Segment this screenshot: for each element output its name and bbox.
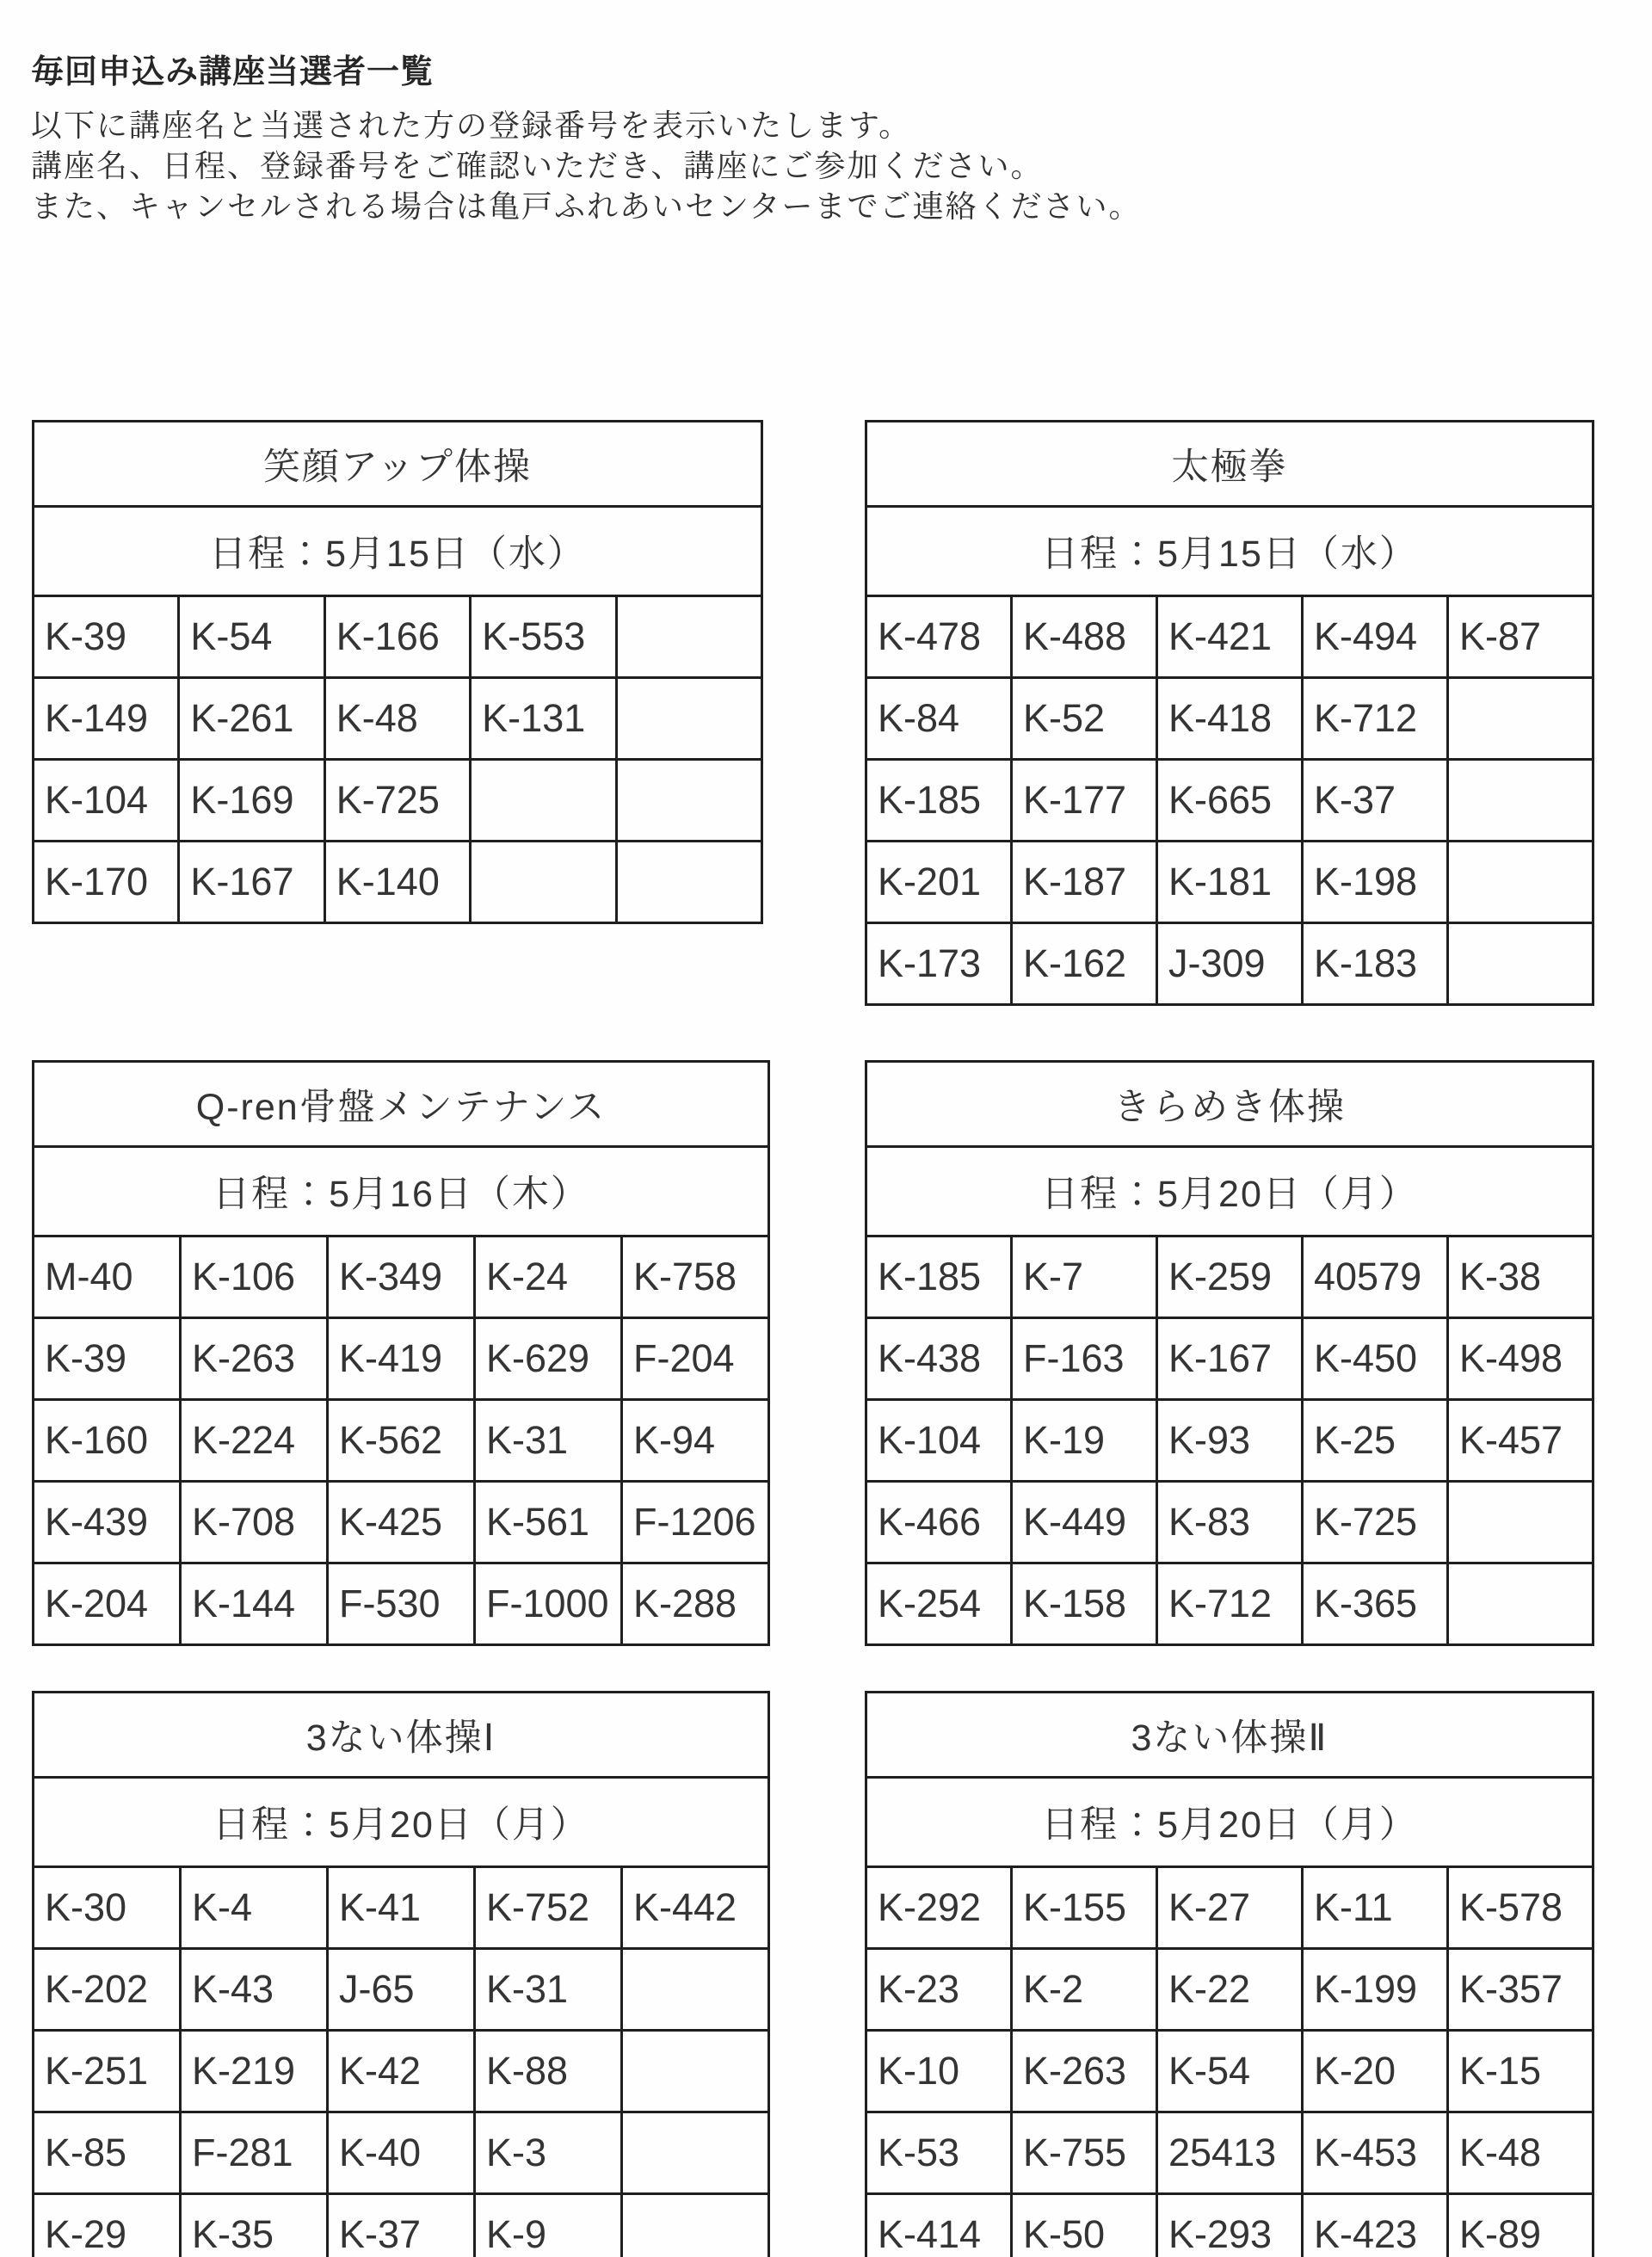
empty-cell <box>471 760 616 842</box>
registration-number-cell: K-457 <box>1448 1400 1593 1482</box>
registration-number-cell: K-201 <box>866 842 1012 923</box>
registration-number-cell: K-87 <box>1448 596 1593 678</box>
registration-number-cell: K-561 <box>475 1482 622 1563</box>
registration-number-cell: 40579 <box>1303 1236 1448 1318</box>
registration-number-cell: K-35 <box>181 2194 328 2257</box>
course-schedule: 日程：5月15日（水） <box>34 507 762 596</box>
table-row <box>34 760 762 842</box>
registration-number-cell: K-31 <box>475 1949 622 2031</box>
empty-cell <box>616 760 761 842</box>
registration-number-cell: K-288 <box>622 1563 769 1645</box>
registration-number-cell: K-450 <box>1303 1318 1448 1400</box>
registration-number-cell: K-83 <box>1157 1482 1303 1563</box>
registration-number-cell: K-140 <box>324 842 470 923</box>
registration-number-cell: K-665 <box>1157 760 1303 842</box>
table-row <box>34 1400 769 1482</box>
registration-number-cell: K-494 <box>1303 596 1448 678</box>
registration-number-cell: K-39 <box>34 1318 181 1400</box>
registration-number-cell: K-106 <box>181 1236 328 1318</box>
course-name-row <box>866 422 1593 507</box>
registration-number-cell: K-10 <box>866 2031 1012 2112</box>
registration-number-cell: K-4 <box>181 1867 328 1949</box>
empty-cell <box>616 596 761 678</box>
table-row <box>866 1236 1593 1318</box>
registration-number-cell: K-22 <box>1157 1949 1303 2031</box>
course-schedule-row <box>34 1147 769 1236</box>
registration-number-cell: K-629 <box>475 1318 622 1400</box>
registration-number-cell: K-53 <box>866 2112 1012 2194</box>
registration-number-cell: K-7 <box>1012 1236 1157 1318</box>
table-row <box>34 2194 769 2257</box>
registration-number-cell: K-170 <box>34 842 179 923</box>
table-row <box>866 2112 1593 2194</box>
empty-cell <box>1448 760 1593 842</box>
registration-number-cell: K-48 <box>1448 2112 1593 2194</box>
course-table-egao-up-taiso <box>32 420 763 924</box>
course-name-row <box>866 1062 1593 1147</box>
course-name-row <box>34 1693 769 1778</box>
intro-line-1: 以下に講座名と当選された方の登録番号を表示いたします。 <box>31 108 912 143</box>
registration-number-cell: J-65 <box>328 1949 475 2031</box>
registration-number-cell: K-41 <box>328 1867 475 1949</box>
registration-number-cell: K-166 <box>324 596 470 678</box>
registration-number-cell: K-23 <box>866 1949 1012 2031</box>
course-schedule: 日程：5月20日（月） <box>866 1147 1593 1236</box>
registration-number-cell: K-155 <box>1012 1867 1157 1949</box>
table-row <box>34 1867 769 1949</box>
registration-number-cell: K-185 <box>866 760 1012 842</box>
empty-cell <box>1448 923 1593 1005</box>
registration-number-cell: K-40 <box>328 2112 475 2194</box>
empty-cell <box>1448 678 1593 760</box>
registration-number-cell: K-263 <box>181 1318 328 1400</box>
registration-number-cell: K-104 <box>866 1400 1012 1482</box>
registration-number-cell: K-251 <box>34 2031 181 2112</box>
table-row <box>866 2194 1593 2257</box>
registration-number-cell: K-725 <box>324 760 470 842</box>
registration-number-cell: K-27 <box>1157 1867 1303 1949</box>
registration-number-cell: K-24 <box>475 1236 622 1318</box>
registration-number-cell: K-104 <box>34 760 179 842</box>
registration-number-cell: K-292 <box>866 1867 1012 1949</box>
page-title: 毎回申込み講座当選者一覧 <box>31 54 435 90</box>
registration-number-cell: K-54 <box>179 596 324 678</box>
registration-number-cell: K-42 <box>328 2031 475 2112</box>
registration-number-cell: K-52 <box>1012 678 1157 760</box>
course-table-taikyokuken <box>865 420 1594 1006</box>
course-schedule: 日程：5月15日（水） <box>866 507 1593 596</box>
table-row <box>34 1949 769 2031</box>
table-row <box>866 596 1593 678</box>
registration-number-cell: K-423 <box>1303 2194 1448 2257</box>
registration-number-cell: K-162 <box>1012 923 1157 1005</box>
registration-number-cell: K-48 <box>324 678 470 760</box>
table-row <box>34 1482 769 1563</box>
registration-number-cell: K-54 <box>1157 2031 1303 2112</box>
registration-number-cell: K-149 <box>34 678 179 760</box>
registration-number-cell: K-144 <box>181 1563 328 1645</box>
registration-number-cell: K-167 <box>179 842 324 923</box>
registration-number-cell: K-181 <box>1157 842 1303 923</box>
registration-number-cell: K-755 <box>1012 2112 1157 2194</box>
course-name: Q-ren骨盤メンテナンス <box>34 1062 769 1147</box>
registration-number-cell: K-478 <box>866 596 1012 678</box>
registration-number-cell: K-94 <box>622 1400 769 1482</box>
registration-number-cell: K-708 <box>181 1482 328 1563</box>
registration-number-cell: K-357 <box>1448 1949 1593 2031</box>
registration-number-cell: K-418 <box>1157 678 1303 760</box>
empty-cell <box>1448 1482 1593 1563</box>
table-row <box>866 1867 1593 1949</box>
table-row <box>34 2112 769 2194</box>
registration-number-cell: K-453 <box>1303 2112 1448 2194</box>
registration-number-cell: K-185 <box>866 1236 1012 1318</box>
registration-number-cell: K-425 <box>328 1482 475 1563</box>
registration-number-cell: K-160 <box>34 1400 181 1482</box>
empty-cell <box>616 842 761 923</box>
registration-number-cell: K-419 <box>328 1318 475 1400</box>
registration-number-cell: J-309 <box>1157 923 1303 1005</box>
table-row <box>866 1563 1593 1645</box>
empty-cell <box>622 2031 769 2112</box>
registration-number-cell: K-37 <box>328 2194 475 2257</box>
registration-number-cell: K-43 <box>181 1949 328 2031</box>
course-name-row <box>866 1693 1593 1778</box>
registration-number-cell: K-439 <box>34 1482 181 1563</box>
registration-number-cell: K-29 <box>34 2194 181 2257</box>
registration-number-cell: F-1000 <box>475 1563 622 1645</box>
registration-number-cell: F-530 <box>328 1563 475 1645</box>
course-name-row <box>34 1062 769 1147</box>
course-schedule: 日程：5月20日（月） <box>866 1778 1593 1867</box>
registration-number-cell: K-261 <box>179 678 324 760</box>
course-table-qren-kotsuban-maintenance <box>32 1060 770 1646</box>
registration-number-cell: K-578 <box>1448 1867 1593 1949</box>
registration-number-cell: K-758 <box>622 1236 769 1318</box>
registration-number-cell: 25413 <box>1157 2112 1303 2194</box>
registration-number-cell: K-349 <box>328 1236 475 1318</box>
registration-number-cell: K-89 <box>1448 2194 1593 2257</box>
intro-line-2: 講座名、日程、登録番号をご確認いただき、講座にご参加ください。 <box>31 148 1044 183</box>
registration-number-cell: K-173 <box>866 923 1012 1005</box>
table-row <box>34 596 762 678</box>
registration-number-cell: K-9 <box>475 2194 622 2257</box>
course-table-sannai-taiso-1 <box>32 1691 770 2257</box>
table-row <box>866 1318 1593 1400</box>
registration-number-cell: K-19 <box>1012 1400 1157 1482</box>
table-row <box>866 1400 1593 1482</box>
course-name: 太極拳 <box>866 422 1593 507</box>
course-name: 笑顔アップ体操 <box>34 422 762 507</box>
table-row <box>866 760 1593 842</box>
registration-number-cell: K-31 <box>475 1400 622 1482</box>
table-row <box>866 1482 1593 1563</box>
table-row <box>866 842 1593 923</box>
registration-number-cell: K-187 <box>1012 842 1157 923</box>
registration-number-cell: K-498 <box>1448 1318 1593 1400</box>
intro-line-3: また、キャンセルされる場合は亀戸ふれあいセンターまでご連絡ください。 <box>31 188 1142 224</box>
table-row <box>866 1949 1593 2031</box>
registration-number-cell: K-204 <box>34 1563 181 1645</box>
registration-number-cell: K-199 <box>1303 1949 1448 2031</box>
course-schedule-row <box>866 1147 1593 1236</box>
course-name: 3ない体操Ⅱ <box>866 1693 1593 1778</box>
course-schedule: 日程：5月16日（木） <box>34 1147 769 1236</box>
registration-number-cell: K-438 <box>866 1318 1012 1400</box>
registration-number-cell: K-3 <box>475 2112 622 2194</box>
table-row <box>34 1318 769 1400</box>
registration-number-cell: K-169 <box>179 760 324 842</box>
registration-number-cell: K-84 <box>866 678 1012 760</box>
registration-number-cell: K-38 <box>1448 1236 1593 1318</box>
registration-number-cell: K-562 <box>328 1400 475 1482</box>
registration-number-cell: K-158 <box>1012 1563 1157 1645</box>
registration-number-cell: K-421 <box>1157 596 1303 678</box>
registration-number-cell: M-40 <box>34 1236 181 1318</box>
registration-number-cell: K-39 <box>34 596 179 678</box>
registration-number-cell: K-414 <box>866 2194 1012 2257</box>
table-row <box>34 678 762 760</box>
registration-number-cell: K-263 <box>1012 2031 1157 2112</box>
registration-number-cell: K-131 <box>471 678 616 760</box>
registration-number-cell: K-712 <box>1303 678 1448 760</box>
registration-number-cell: K-712 <box>1157 1563 1303 1645</box>
table-row <box>34 1563 769 1645</box>
course-schedule-row <box>866 1778 1593 1867</box>
table-row <box>866 2031 1593 2112</box>
registration-number-cell: K-93 <box>1157 1400 1303 1482</box>
registration-number-cell: K-219 <box>181 2031 328 2112</box>
table-row <box>34 1236 769 1318</box>
registration-number-cell: K-725 <box>1303 1482 1448 1563</box>
registration-number-cell: F-281 <box>181 2112 328 2194</box>
registration-number-cell: K-752 <box>475 1867 622 1949</box>
registration-number-cell: F-204 <box>622 1318 769 1400</box>
registration-number-cell: F-163 <box>1012 1318 1157 1400</box>
registration-number-cell: K-202 <box>34 1949 181 2031</box>
table-row <box>34 842 762 923</box>
course-table-sannai-taiso-2 <box>865 1691 1594 2257</box>
registration-number-cell: K-15 <box>1448 2031 1593 2112</box>
registration-number-cell: K-167 <box>1157 1318 1303 1400</box>
empty-cell <box>622 2112 769 2194</box>
registration-number-cell: K-177 <box>1012 760 1157 842</box>
registration-number-cell: K-293 <box>1157 2194 1303 2257</box>
registration-number-cell: K-37 <box>1303 760 1448 842</box>
registration-number-cell: K-30 <box>34 1867 181 1949</box>
registration-number-cell: K-11 <box>1303 1867 1448 1949</box>
registration-number-cell: K-466 <box>866 1482 1012 1563</box>
registration-number-cell: K-365 <box>1303 1563 1448 1645</box>
registration-number-cell: K-25 <box>1303 1400 1448 1482</box>
course-schedule-row <box>34 1778 769 1867</box>
intro-text <box>31 105 1142 226</box>
course-name-row <box>34 422 762 507</box>
registration-number-cell: K-259 <box>1157 1236 1303 1318</box>
table-row <box>866 678 1593 760</box>
table-row <box>34 2031 769 2112</box>
empty-cell <box>1448 842 1593 923</box>
registration-number-cell: K-85 <box>34 2112 181 2194</box>
registration-number-cell: K-50 <box>1012 2194 1157 2257</box>
registration-number-cell: K-254 <box>866 1563 1012 1645</box>
registration-number-cell: K-20 <box>1303 2031 1448 2112</box>
registration-number-cell: K-488 <box>1012 596 1157 678</box>
registration-number-cell: K-224 <box>181 1400 328 1482</box>
registration-number-cell: K-553 <box>471 596 616 678</box>
empty-cell <box>471 842 616 923</box>
table-row <box>866 923 1593 1005</box>
empty-cell <box>1448 1563 1593 1645</box>
course-name: 3ない体操Ⅰ <box>34 1693 769 1778</box>
registration-number-cell: K-449 <box>1012 1482 1157 1563</box>
course-schedule-row <box>34 507 762 596</box>
registration-number-cell: K-2 <box>1012 1949 1157 2031</box>
registration-number-cell: F-1206 <box>622 1482 769 1563</box>
empty-cell <box>622 1949 769 2031</box>
registration-number-cell: K-198 <box>1303 842 1448 923</box>
registration-number-cell: K-88 <box>475 2031 622 2112</box>
course-schedule-row <box>866 507 1593 596</box>
course-name: きらめき体操 <box>866 1062 1593 1147</box>
registration-number-cell: K-183 <box>1303 923 1448 1005</box>
empty-cell <box>616 678 761 760</box>
registration-number-cell: K-442 <box>622 1867 769 1949</box>
empty-cell <box>622 2194 769 2257</box>
course-table-kirameki-taiso <box>865 1060 1594 1646</box>
course-schedule: 日程：5月20日（月） <box>34 1778 769 1867</box>
